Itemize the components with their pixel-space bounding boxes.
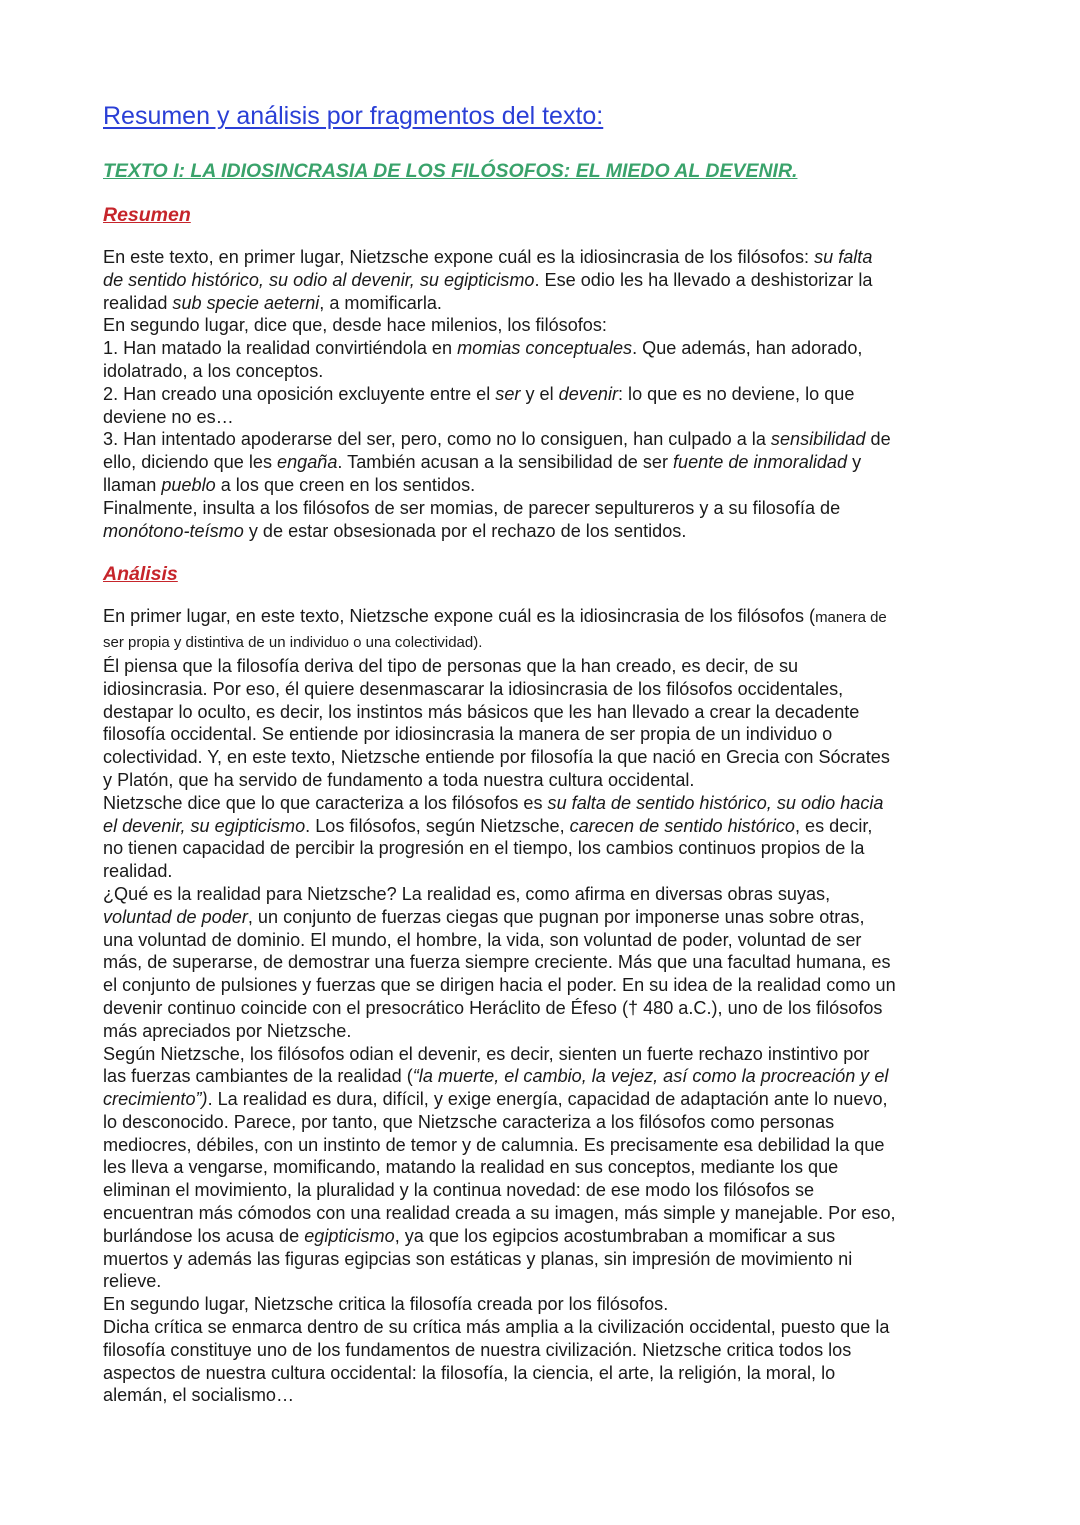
text-run: Según Nietzsche, los filósofos odian el devenir, es decir, sienten un fuerte rechazo instintivo por (103, 1043, 870, 1064)
text-line (103, 1043, 983, 1066)
italic-text: sub specie aeterni (172, 292, 320, 313)
text-run: . Ese odio les ha llevado a deshistorizar la (534, 269, 873, 290)
text-line (103, 520, 983, 543)
text-run: En segundo lugar, Nietzsche critica la filosofía creada por los filósofos. (103, 1294, 669, 1315)
italic-text: monótono-teísmo (103, 520, 244, 541)
text-run: , es decir, (794, 815, 873, 836)
text-run: más apreciados por Nietzsche. (103, 1020, 352, 1041)
text-line (103, 883, 983, 906)
text-run: las fuerzas cambiantes de la realidad ( (103, 1066, 413, 1087)
text-line (103, 1020, 983, 1043)
italic-text: el devenir, su egipticismo (103, 815, 306, 836)
text-run: de (865, 429, 891, 450)
text-line (103, 1316, 983, 1339)
text-line (103, 1134, 983, 1157)
text-run: En primer lugar, en este texto, Nietzsche expone cuál es la idiosincrasia de los filósofos ( (103, 606, 816, 627)
italic-text: voluntad de poder (103, 906, 248, 927)
text-line (103, 860, 983, 883)
text-line (103, 292, 983, 315)
text-line (103, 678, 983, 701)
text-run: deviene no es… (103, 406, 234, 427)
text-run: ser propia y distintiva de un individuo o una colectividad (103, 634, 474, 652)
italic-text: su falta de sentido histórico, su odio hacia (547, 792, 884, 813)
text-run: lo desconocido. Parece, por tanto, que Nietzsche caracteriza a los filósofos como personas (103, 1111, 835, 1132)
text-run: ello, diciendo que les (103, 452, 278, 473)
text-run: mediocres, débiles, con un instinto de temor y de calumnia. Es precisamente esa debilidad la que (103, 1134, 885, 1155)
text-line (103, 792, 983, 815)
text-run: destapar lo oculto, es decir, los instintos más básicos que les han llevado a crear la decadente (103, 701, 860, 722)
italic-text: egipticismo (304, 1225, 395, 1246)
text-run: encuentran más cómodos con una realidad creada a su imagen, más simple y manejable. Por eso, (103, 1203, 896, 1224)
text-line (103, 974, 983, 997)
text-line (103, 605, 983, 630)
text-run: alemán, el socialismo… (103, 1385, 295, 1406)
text-run: , un conjunto de fuerzas ciegas que pugnan por imponerse unas sobre otras, (247, 906, 865, 927)
text-run: ¿Qué es la realidad para Nietzsche? La realidad es, como afirma en diversas obras suyas, (103, 883, 831, 904)
document-title: Resumen y análisis por fragmentos del texto: (103, 102, 604, 130)
text-run: . Que además, han adorado, (632, 338, 863, 359)
text-run: ). (473, 634, 483, 652)
text-run: . La realidad es dura, difícil, y exige energía, capacidad de adaptación ante lo nuevo, (207, 1089, 888, 1110)
italic-text: pueblo (161, 474, 216, 495)
text-line (103, 1339, 983, 1362)
text-run: Él piensa que la filosofía deriva del tipo de personas que la han creado, es decir, de su (103, 655, 799, 676)
text-line (103, 269, 983, 292)
text-line (103, 314, 983, 337)
text-run: y (847, 452, 862, 473)
text-run: realidad. (103, 861, 173, 882)
text-line (103, 451, 983, 474)
text-run: , a momificarla. (319, 292, 442, 313)
document-page (103, 100, 983, 1407)
text-run: no tienen capacidad de percibir la progresión en el tiempo, los cambios continuos propios de la (103, 838, 865, 859)
text-run: . También acusan a la sensibilidad de ser (337, 452, 674, 473)
resumen-body (103, 246, 983, 542)
italic-text: sensibilidad (770, 429, 866, 450)
text-line (103, 406, 983, 429)
text-run: 2. Han creado una oposición excluyente entre el (103, 383, 496, 404)
text-run: En segundo lugar, dice que, desde hace milenios, los filósofos: (103, 315, 607, 336)
text-line (103, 701, 983, 724)
text-line (103, 951, 983, 974)
text-run: . Los filósofos, según Nietzsche, (305, 815, 570, 836)
italic-text: de sentido histórico, su odio al devenir, su egipticismo (103, 269, 535, 290)
text-run: una voluntad de dominio. El mundo, el hombre, la vida, son voluntad de poder, voluntad de ser (103, 929, 862, 950)
section-title: TEXTO I: LA IDIOSINCRASIA DE LOS FILÓSOFOS: EL MIEDO AL DEVENIR. (103, 160, 798, 182)
italic-text: crecimiento”) (103, 1089, 208, 1110)
text-run: manera de (815, 609, 887, 627)
analisis-body (103, 605, 983, 1407)
italic-text: ser (495, 383, 521, 404)
text-line (103, 769, 983, 792)
italic-text: “la muerte, el cambio, la vejez, así como la procreación y el (412, 1066, 889, 1087)
text-run: devenir continuo coincide con el presocrático Heráclito de Éfeso († 480 a.C.), uno de los filósofos (103, 997, 883, 1018)
text-line (103, 723, 983, 746)
text-line (103, 1088, 983, 1111)
text-line (103, 630, 983, 655)
text-line (103, 997, 983, 1020)
text-line (103, 1362, 983, 1385)
text-line (103, 1384, 983, 1407)
text-run: muertos y además las figuras egipcias son estáticas y planas, sin impresión de movimiento ni (103, 1248, 853, 1269)
text-line (103, 929, 983, 952)
text-run: filosofía constituye uno de los fundamentos de nuestra civilización. Nietzsche critica todos los (103, 1339, 852, 1360)
text-line (103, 1270, 983, 1293)
text-run: Dicha crítica se enmarca dentro de su crítica más amplia a la civilización occidental, puesto que la (103, 1317, 890, 1338)
italic-text: momias conceptuales (457, 338, 633, 359)
text-run: llaman (103, 474, 162, 495)
text-run: relieve. (103, 1271, 162, 1292)
text-line (103, 815, 983, 838)
text-run: Finalmente, insulta a los filósofos de ser momias, de parecer sepultureros y a su filosofía de (103, 497, 841, 518)
text-run: 1. Han matado la realidad convirtiéndola en (103, 338, 458, 359)
text-run: colectividad. Y, en este texto, Nietzsche entiende por filosofía la que nació en Grecia con Sócrates (103, 747, 890, 768)
text-run: idiosincrasia. Por eso, él quiere desenmascarar la idiosincrasia de los filósofos occidentales, (103, 678, 844, 699)
text-line (103, 360, 983, 383)
text-run: y el (520, 383, 559, 404)
text-run: y Platón, que ha servido de fundamento a toda nuestra cultura occidental. (103, 769, 695, 790)
text-run: les lleva a vengarse, momificando, matando la realidad en sus conceptos, mediante los que (103, 1157, 839, 1178)
text-line (103, 1179, 983, 1202)
text-line (103, 1156, 983, 1179)
text-run: En este texto, en primer lugar, Nietzsche expone cuál es la idiosincrasia de los filósofos: (103, 247, 815, 267)
text-line (103, 1065, 983, 1088)
text-run: burlándose los acusa de (103, 1225, 305, 1246)
text-line (103, 383, 983, 406)
text-run: y de estar obsesionada por el rechazo de los sentidos. (243, 520, 687, 541)
text-line (103, 337, 983, 360)
text-line (103, 428, 983, 451)
text-line (103, 1111, 983, 1134)
italic-text: devenir (558, 383, 618, 404)
text-line (103, 1293, 983, 1316)
text-line (103, 497, 983, 520)
italic-text: carecen de sentido histórico (569, 815, 795, 836)
text-line (103, 746, 983, 769)
text-run: , ya que los egipcios acostumbraban a momificar a sus (394, 1225, 836, 1246)
text-line (103, 1202, 983, 1225)
italic-text: fuente de inmoralidad (673, 452, 848, 473)
resumen-heading: Resumen (103, 204, 191, 226)
text-run: a los que creen en los sentidos. (215, 474, 476, 495)
text-line (103, 1225, 983, 1248)
text-line (103, 246, 983, 269)
text-line (103, 837, 983, 860)
text-run: realidad (103, 292, 173, 313)
text-run: 3. Han intentado apoderarse del ser, pero, como no lo consiguen, han culpado a la (103, 429, 771, 450)
text-line (103, 906, 983, 929)
text-run: el conjunto de pulsiones y fuerzas que se dirigen hacia el poder. En su idea de la realidad como un (103, 975, 896, 996)
text-run: eliminan el movimiento, la pluralidad y la continua novedad: de ese modo los filósofos se (103, 1180, 815, 1201)
text-line (103, 655, 983, 678)
text-run: idolatrado, a los conceptos. (103, 360, 324, 381)
text-line (103, 474, 983, 497)
text-run: aspectos de nuestra cultura occidental: la filosofía, la ciencia, el arte, la religión, la moral, lo (103, 1362, 836, 1383)
text-run: Nietzsche dice que lo que caracteriza a los filósofos es (103, 792, 548, 813)
analisis-heading: Análisis (103, 563, 178, 586)
text-run: : lo que es no deviene, lo que (618, 383, 855, 404)
text-run: filosofía occidental. Se entiende por idiosincrasia la manera de ser propia de un individuo o (103, 724, 833, 745)
italic-text: engaña (277, 452, 338, 473)
text-run: más, de superarse, de demostrar una fuerza siempre creciente. Más que una facultad humana, es (103, 952, 891, 973)
text-line (103, 1248, 983, 1271)
italic-text: su falta (814, 247, 873, 267)
